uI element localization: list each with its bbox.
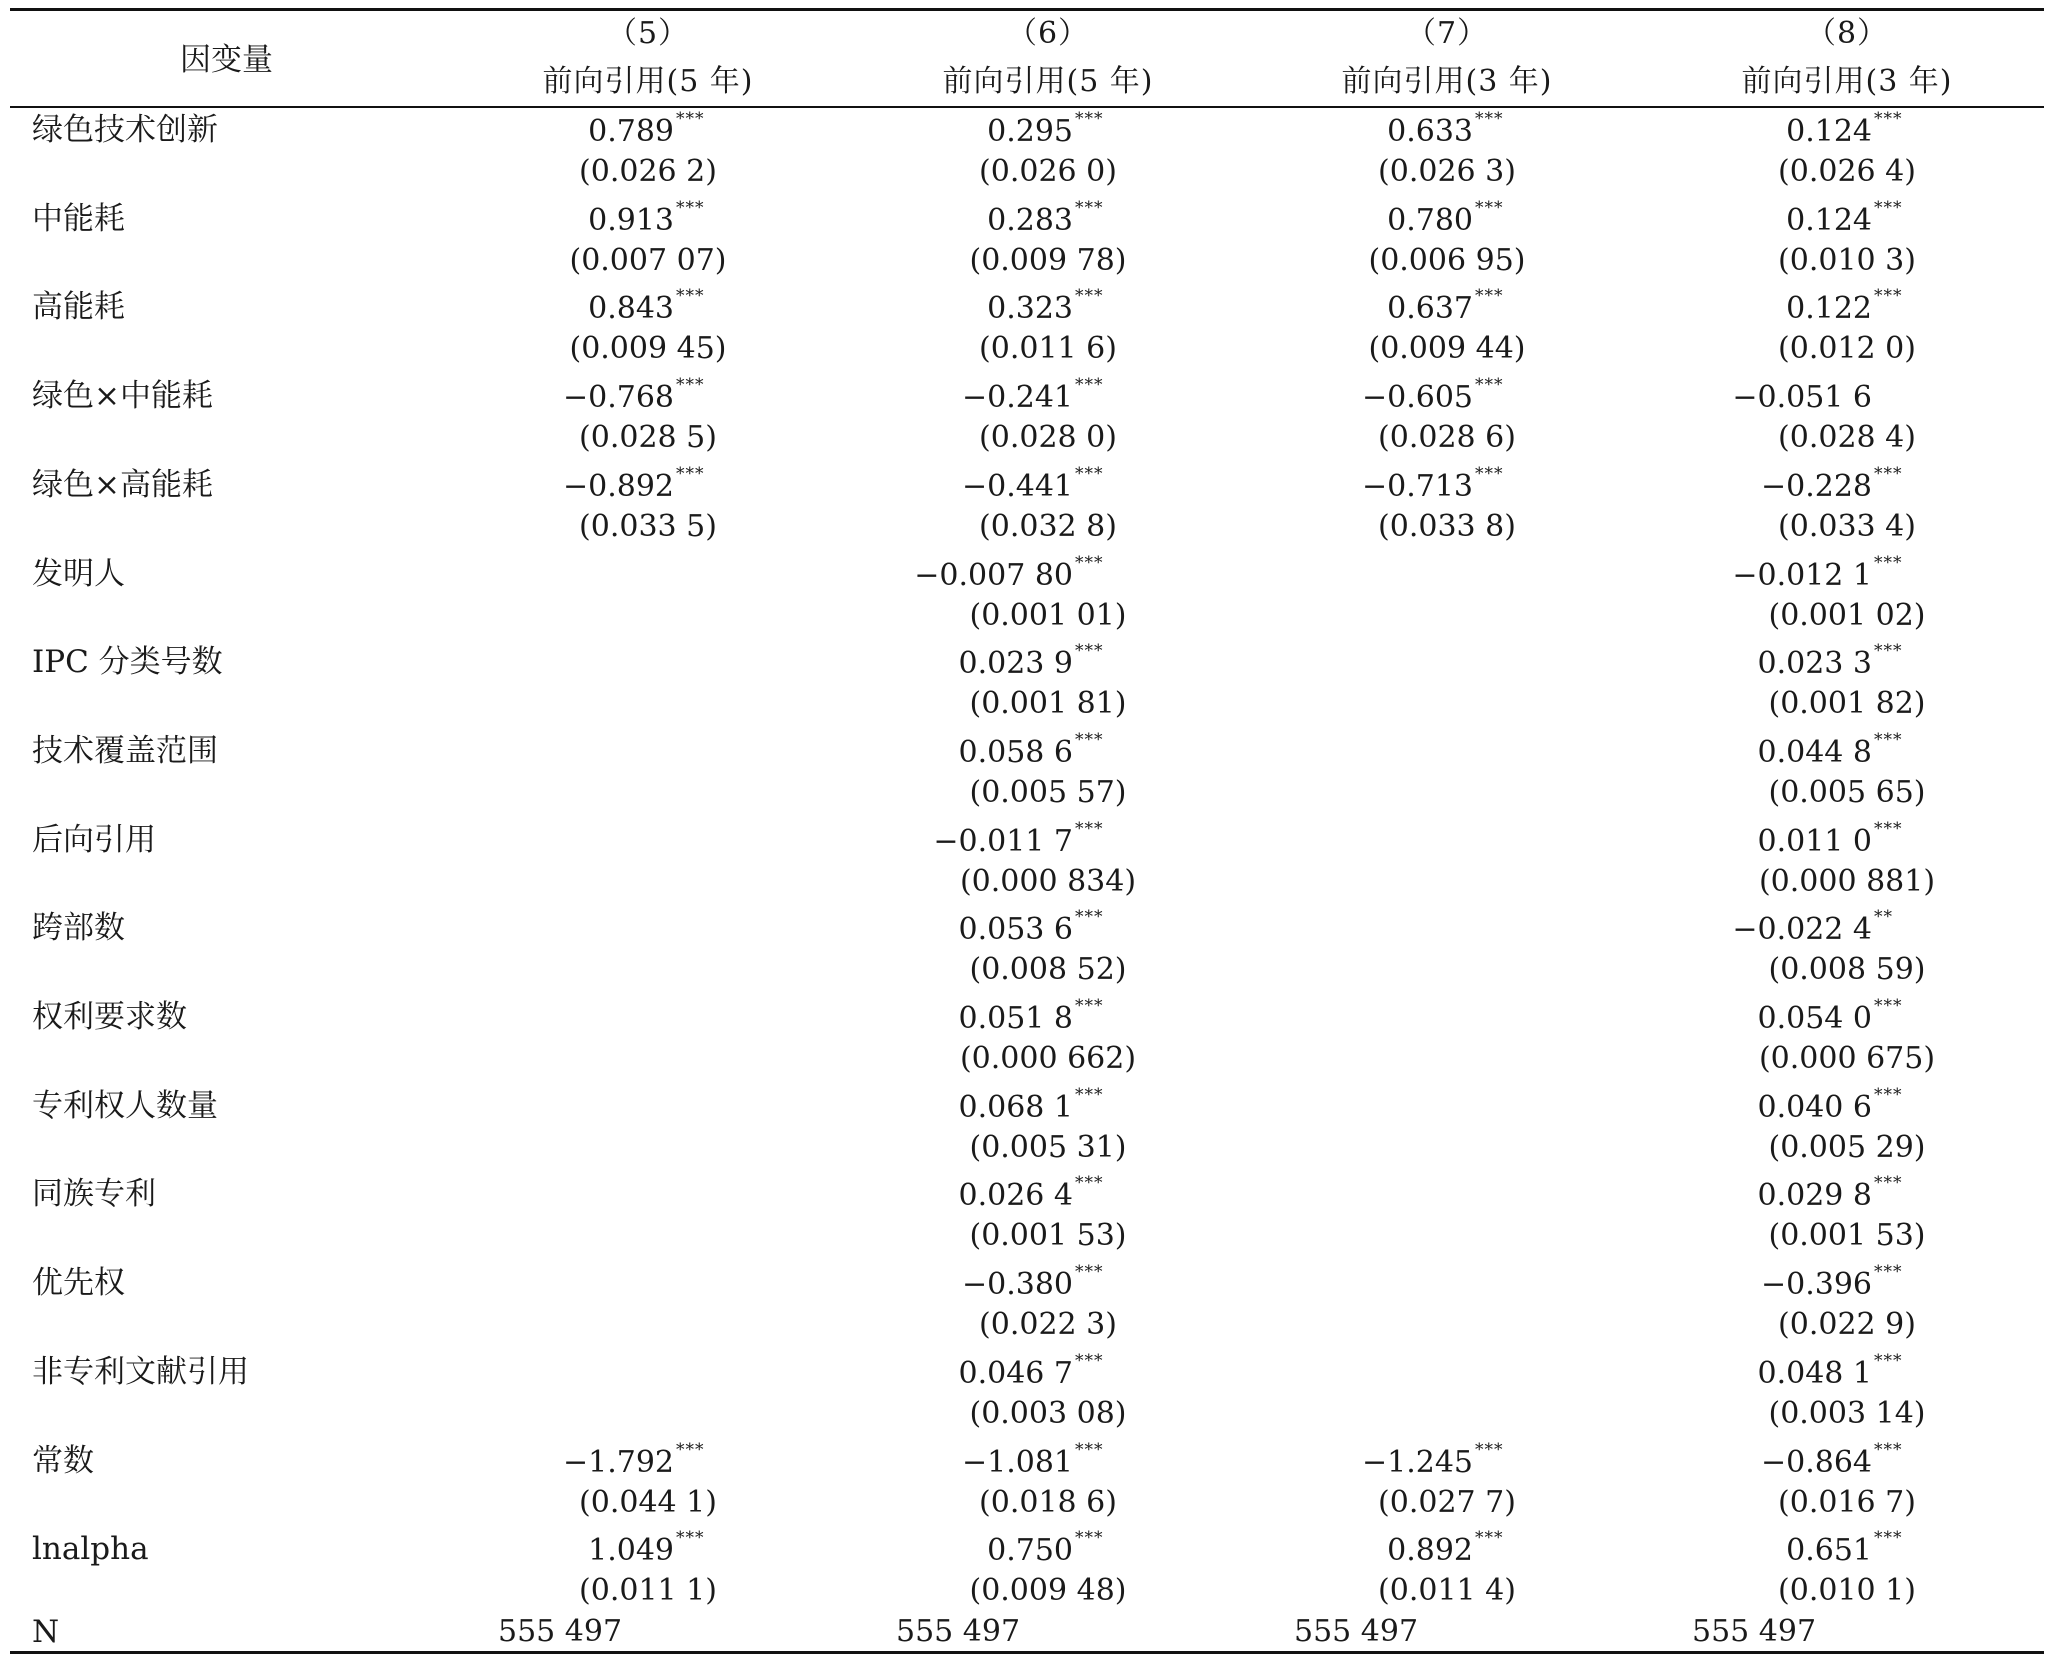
coefficient-value: −0.605 — [1361, 380, 1473, 416]
coefficient-value: 0.750 — [987, 1533, 1073, 1569]
standard-error-value: (0.001 81) — [969, 686, 1127, 722]
coefficient-value: 0.046 7 — [958, 1355, 1073, 1391]
standard-error-value: (0.001 01) — [969, 597, 1127, 633]
significance-stars: *** — [1075, 1262, 1104, 1283]
coefficient-value: 0.913 — [588, 202, 674, 238]
significance-stars: *** — [1874, 641, 1903, 662]
variable-label: 后向引用 — [32, 821, 156, 858]
coefficient-value: 0.068 1 — [958, 1089, 1073, 1125]
standard-error-value: (0.001 53) — [969, 1218, 1127, 1254]
significance-stars: *** — [1075, 996, 1104, 1016]
coefficient-value: 0.044 8 — [1757, 734, 1872, 770]
n-label: N — [32, 1614, 60, 1650]
standard-error-value: (0.005 57) — [969, 774, 1127, 810]
coefficient-value: −0.768 — [562, 380, 674, 416]
significance-stars: *** — [676, 286, 705, 307]
variable-label: lnalpha — [32, 1531, 149, 1568]
coefficient-value: −0.441 — [961, 468, 1073, 504]
significance-stars: *** — [1075, 1084, 1104, 1105]
significance-stars: *** — [1475, 286, 1504, 307]
column-title-7: 前向引用(3 年) — [1341, 64, 1553, 99]
coefficient-value: 0.058 6 — [958, 734, 1073, 770]
coefficient-value: −0.051 6 — [1732, 380, 1872, 416]
standard-error-value: (0.012 0) — [1778, 331, 1916, 367]
significance-stars: *** — [676, 1439, 705, 1460]
column-title-5: 前向引用(5 年) — [542, 64, 754, 99]
standard-error-value: (0.005 31) — [969, 1129, 1127, 1165]
standard-error-value: (0.018 6) — [979, 1484, 1117, 1520]
significance-stars: *** — [1075, 463, 1104, 484]
table-bottom-rule — [10, 1651, 2044, 1654]
significance-stars: *** — [1874, 818, 1903, 839]
significance-stars: *** — [1075, 1439, 1104, 1460]
standard-error-value: (0.044 1) — [579, 1484, 717, 1520]
significance-stars: *** — [1475, 197, 1504, 218]
standard-error-value: (0.028 5) — [579, 420, 717, 456]
standard-error-value: (0.026 3) — [1378, 154, 1516, 189]
variable-label: 绿色×中能耗 — [32, 378, 213, 415]
coefficient-value: 0.054 0 — [1757, 1001, 1872, 1036]
significance-stars: *** — [1874, 1439, 1903, 1460]
variable-label: IPC 分类号数 — [32, 644, 223, 681]
significance-stars: *** — [1475, 1439, 1504, 1460]
coefficient-value: 0.048 1 — [1757, 1355, 1872, 1391]
variable-label: 常数 — [32, 1442, 94, 1479]
significance-stars: *** — [1874, 1528, 1903, 1549]
significance-stars: *** — [1874, 1173, 1903, 1194]
significance-stars: *** — [1075, 1173, 1104, 1194]
variable-label: 同族专利 — [32, 1176, 156, 1213]
standard-error-value: (0.028 4) — [1778, 420, 1916, 456]
standard-error-value: (0.022 9) — [1778, 1307, 1916, 1343]
coefficient-value: −0.022 4 — [1732, 912, 1872, 948]
significance-stars: *** — [1874, 729, 1903, 750]
standard-error-value: (0.010 1) — [1778, 1573, 1916, 1609]
standard-error-value: (0.016 7) — [1778, 1484, 1916, 1520]
standard-error-value: (0.008 59) — [1768, 952, 1926, 988]
significance-stars: *** — [1075, 1350, 1104, 1371]
variable-label: 专利权人数量 — [32, 1087, 218, 1124]
significance-stars: *** — [1874, 109, 1903, 129]
coefficient-value: 0.026 4 — [958, 1178, 1073, 1214]
column-title-8: 前向引用(3 年) — [1741, 64, 1953, 99]
standard-error-value: (0.008 52) — [969, 952, 1127, 988]
significance-stars: *** — [676, 197, 705, 218]
standard-error-value: (0.027 7) — [1378, 1484, 1516, 1520]
variable-label: 高能耗 — [32, 289, 125, 326]
standard-error-value: (0.026 2) — [579, 154, 717, 189]
standard-error-value: (0.003 14) — [1768, 1395, 1926, 1431]
standard-error-value: (0.000 834) — [959, 863, 1137, 899]
significance-stars: *** — [1874, 996, 1903, 1016]
significance-stars: *** — [1075, 109, 1104, 129]
standard-error-value: (0.011 1) — [579, 1573, 717, 1609]
coefficient-value: 0.053 6 — [958, 912, 1073, 948]
standard-error-value: (0.032 8) — [979, 508, 1117, 544]
n-value: 555 497 — [498, 1614, 623, 1649]
standard-error-value: (0.009 48) — [969, 1573, 1127, 1609]
significance-stars: *** — [1874, 1084, 1903, 1105]
standard-error-value: (0.022 3) — [979, 1307, 1117, 1343]
standard-error-value: (0.033 4) — [1778, 508, 1916, 544]
significance-stars: *** — [1075, 286, 1104, 307]
coefficient-value: −0.892 — [562, 468, 674, 504]
significance-stars: *** — [1874, 1350, 1903, 1371]
standard-error-value: (0.000 662) — [959, 1041, 1137, 1076]
variable-label: 绿色×高能耗 — [32, 466, 213, 503]
standard-error-value: (0.003 08) — [969, 1395, 1127, 1431]
significance-stars: *** — [1075, 197, 1104, 218]
coefficient-value: −0.011 7 — [933, 823, 1073, 859]
coefficient-value: 0.633 — [1387, 114, 1473, 149]
significance-stars: *** — [1874, 197, 1903, 218]
coefficient-value: −1.792 — [562, 1444, 674, 1480]
standard-error-value: (0.000 881) — [1758, 863, 1936, 899]
coefficient-value: 0.295 — [987, 114, 1073, 149]
n-value: 555 497 — [896, 1614, 1021, 1649]
coefficient-value: −0.007 80 — [914, 557, 1073, 593]
coefficient-value: −0.241 — [961, 380, 1073, 416]
standard-error-value: (0.005 29) — [1768, 1129, 1926, 1165]
standard-error-value: (0.009 44) — [1368, 331, 1526, 367]
significance-stars: *** — [1075, 375, 1104, 396]
n-value: 555 497 — [1294, 1614, 1419, 1649]
coefficient-value: −0.012 1 — [1732, 557, 1872, 593]
significance-stars: *** — [676, 1528, 705, 1549]
significance-stars: *** — [1075, 729, 1104, 750]
significance-stars: *** — [1475, 1528, 1504, 1549]
dependent-variable-header: 因变量 — [180, 42, 273, 78]
variable-label: 发明人 — [32, 555, 125, 592]
standard-error-value: (0.007 07) — [569, 242, 727, 278]
coefficient-value: 0.283 — [987, 202, 1073, 238]
coefficient-value: 0.843 — [588, 291, 674, 327]
significance-stars: *** — [1874, 286, 1903, 307]
standard-error-value: (0.033 8) — [1378, 508, 1516, 544]
significance-stars: *** — [1475, 109, 1504, 129]
standard-error-value: (0.011 6) — [979, 331, 1117, 367]
significance-stars: *** — [1075, 552, 1104, 573]
coefficient-value: 1.049 — [588, 1533, 674, 1569]
standard-error-value: (0.006 95) — [1368, 242, 1526, 278]
coefficient-value: 0.011 0 — [1757, 823, 1872, 859]
variable-label: 中能耗 — [32, 200, 125, 237]
significance-stars: ** — [1874, 907, 1893, 928]
significance-stars: *** — [676, 109, 705, 129]
coefficient-value: 0.023 3 — [1757, 646, 1872, 682]
coefficient-value: 0.029 8 — [1757, 1178, 1872, 1214]
standard-error-value: (0.000 675) — [1758, 1041, 1936, 1076]
column-number-5: （5） — [606, 16, 690, 51]
standard-error-value: (0.005 65) — [1768, 774, 1926, 810]
standard-error-value: (0.009 45) — [569, 331, 727, 367]
standard-error-value: (0.026 0) — [979, 154, 1117, 189]
coefficient-value: 0.789 — [588, 114, 674, 149]
standard-error-value: (0.001 82) — [1768, 686, 1926, 722]
variable-label: 跨部数 — [32, 910, 125, 947]
column-title-6: 前向引用(5 年) — [942, 64, 1154, 99]
coefficient-value: 0.051 8 — [958, 1001, 1073, 1036]
significance-stars: *** — [1075, 907, 1104, 928]
significance-stars: *** — [1075, 818, 1104, 839]
variable-label: 非专利文献引用 — [32, 1353, 249, 1390]
coefficient-value: 0.780 — [1387, 202, 1473, 238]
table-header-rule — [10, 106, 2044, 108]
standard-error-value: (0.028 0) — [979, 420, 1117, 456]
coefficient-value: −1.245 — [1361, 1444, 1473, 1480]
significance-stars: *** — [1874, 1262, 1903, 1283]
significance-stars: *** — [1075, 1528, 1104, 1549]
table-top-rule — [10, 8, 2044, 11]
standard-error-value: (0.028 6) — [1378, 420, 1516, 456]
standard-error-value: (0.033 5) — [579, 508, 717, 544]
variable-label: 绿色技术创新 — [32, 112, 218, 148]
coefficient-value: −0.713 — [1361, 468, 1473, 504]
standard-error-value: (0.010 3) — [1778, 242, 1916, 278]
significance-stars: *** — [676, 463, 705, 484]
variable-label: 权利要求数 — [32, 999, 187, 1035]
coefficient-value: 0.892 — [1387, 1533, 1473, 1569]
n-value: 555 497 — [1692, 1614, 1817, 1649]
standard-error-value: (0.001 53) — [1768, 1218, 1926, 1254]
variable-label: 优先权 — [32, 1265, 125, 1302]
coefficient-value: −0.380 — [961, 1267, 1073, 1303]
coefficient-value: −1.081 — [961, 1444, 1073, 1480]
coefficient-value: 0.040 6 — [1757, 1089, 1872, 1125]
coefficient-value: 0.124 — [1786, 114, 1872, 149]
coefficient-value: −0.228 — [1760, 468, 1872, 504]
significance-stars: *** — [1874, 552, 1903, 573]
significance-stars: *** — [1075, 641, 1104, 662]
significance-stars: *** — [676, 375, 705, 396]
column-number-8: （8） — [1805, 16, 1889, 51]
significance-stars: *** — [1475, 463, 1504, 484]
coefficient-value: 0.122 — [1786, 291, 1872, 327]
coefficient-value: 0.637 — [1387, 291, 1473, 327]
column-number-7: （7） — [1405, 16, 1489, 51]
standard-error-value: (0.011 4) — [1378, 1573, 1516, 1609]
significance-stars: *** — [1475, 375, 1504, 396]
standard-error-value: (0.026 4) — [1778, 154, 1916, 189]
coefficient-value: 0.023 9 — [958, 646, 1073, 682]
standard-error-value: (0.001 02) — [1768, 597, 1926, 633]
coefficient-value: 0.651 — [1786, 1533, 1872, 1569]
standard-error-value: (0.009 78) — [969, 242, 1127, 278]
significance-stars: *** — [1874, 463, 1903, 484]
coefficient-value: −0.396 — [1760, 1267, 1872, 1303]
coefficient-value: 0.323 — [987, 291, 1073, 327]
variable-label: 技术覆盖范围 — [32, 732, 218, 769]
coefficient-value: −0.864 — [1760, 1444, 1872, 1480]
coefficient-value: 0.124 — [1786, 202, 1872, 238]
column-number-6: （6） — [1006, 16, 1090, 51]
